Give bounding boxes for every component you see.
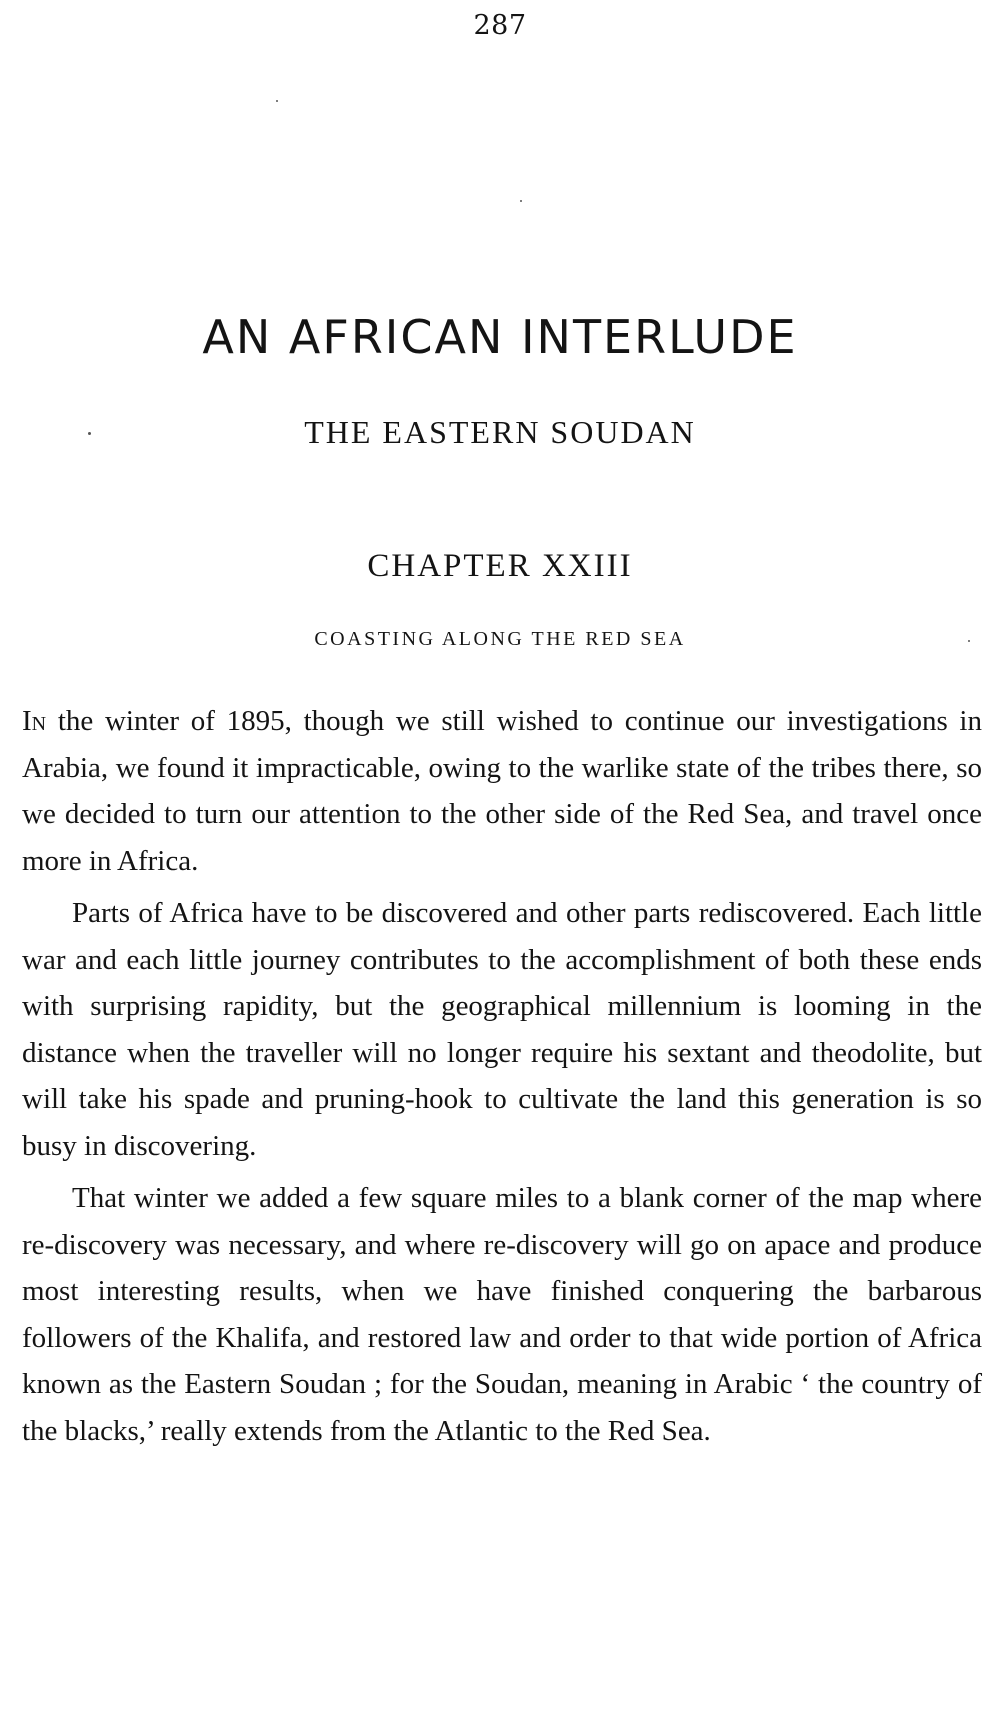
part-subtitle: THE EASTERN SOUDAN	[304, 414, 696, 450]
part-title: AN AFRICAN INTERLUDE	[202, 310, 798, 364]
scan-speck	[88, 432, 91, 435]
body-text	[22, 698, 982, 1460]
chapter-title: COASTING ALONG THE RED SEA	[314, 628, 686, 650]
chapter-number: CHAPTER XXIII	[367, 548, 633, 584]
paragraph-1-text: the winter of 1895, though we still wished to continue our investigations in Arabia, we found it impracticable, owing to the warlike state of the tribes there, so we decided to turn our attention to the other side of the Red Sea, and travel once more in Africa.	[22, 705, 982, 877]
scan-speck	[520, 200, 522, 202]
page-number: 287	[473, 10, 527, 41]
paragraph-3: That winter we added a few square miles to a blank corner of the map where re-discovery was necessary, and where re-discovery will go on apace and produce most interesting results, when we have finished conquering the barbarous followers of the Khalifa, and restored law and order to that wide portion of Africa known as the Eastern Soudan ; for the Soudan, meaning in Arabic ‘ the country of the blacks,’ really extends from the Atlantic to the Red Sea.	[22, 1182, 982, 1447]
scan-speck	[968, 640, 970, 642]
paragraph-1	[22, 698, 982, 884]
scan-speck	[276, 100, 278, 102]
paragraph-2: Parts of Africa have to be discovered and other parts rediscovered. Each little war and each little journey contributes to the accomplishment of both these ends with surprising rapidity, but the geographical millennium is looming in the distance when the traveller will no longer require his sextant and theodolite, but will take his spade and pruning-hook to cultivate the land this generation is so busy in discovering.	[22, 897, 982, 1162]
dropcap-word: In	[22, 705, 47, 737]
